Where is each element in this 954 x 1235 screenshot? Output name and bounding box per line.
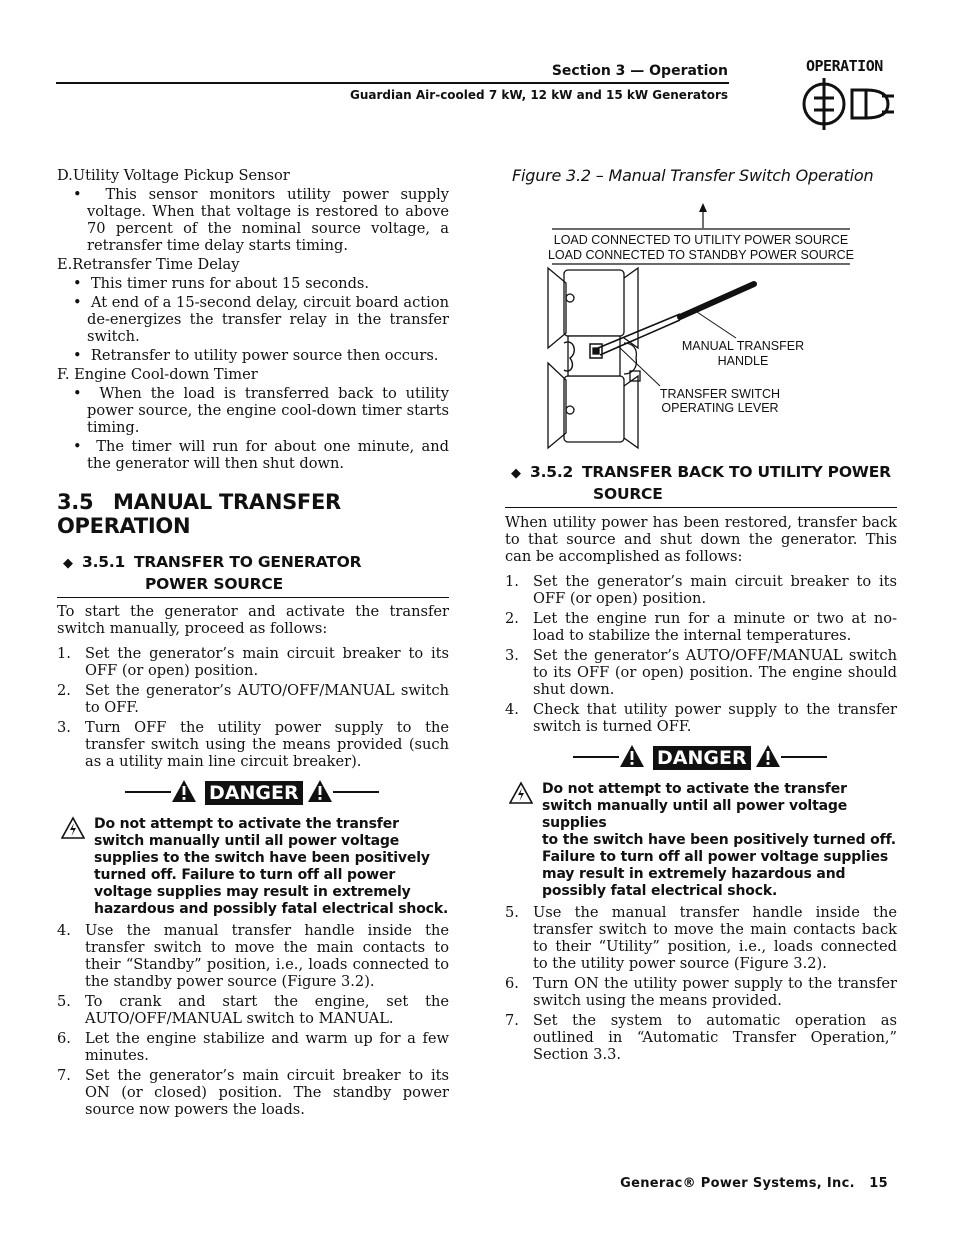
label-lever-2: OPERATING LEVER	[661, 401, 779, 415]
left-column	[57, 167, 449, 1118]
figure-caption: Figure 3.2 – Manual Transfer Switch Operation	[512, 166, 874, 185]
danger-message: Do not attempt to activate the transfer switch manually until all power voltage supplies to the switch have been positively turned off. Failure to turn off all power voltage supplies may result in extremely hazardous and possibly fatal electrical shock.	[57, 816, 449, 918]
step-2: 2. Let the engine run for a minute or two at no-load to stabilize the internal temperatures.	[505, 610, 897, 644]
step-5: 5. To crank and start the engine, set the AUTO/OFF/MANUAL switch to MANUAL.	[57, 993, 449, 1027]
plug-socket-icon	[800, 74, 900, 132]
step-6: 6. Let the engine stabilize and warm up for a few minutes.	[57, 1030, 449, 1064]
operation-badge-label: OPERATION	[806, 57, 883, 75]
step-3: 3. Turn OFF the utility power supply to the transfer switch using the means provided (such as a utility main line circuit breaker).	[57, 719, 449, 770]
step-5: 5. Use the manual transfer handle inside the transfer switch to move the main contacts back to their “Utility” position, i.e., loads connected to the utility power source (Figure 3.2).	[505, 904, 897, 972]
header-rule	[56, 82, 729, 84]
steps-list-b	[505, 904, 897, 1063]
manual-transfer-handle	[598, 314, 680, 348]
diamond-bullet-icon: ◆	[63, 556, 73, 571]
heading-3-5-1: ◆ 3.5.1 TRANSFER TO GENERATOR POWER SOURCE	[63, 553, 362, 593]
document-subtitle: Guardian Air-cooled 7 kW, 12 kW and 15 kW Generators	[349, 88, 728, 102]
item-f-bullet-2: • The timer will run for about one minute, and the generator will then shut down.	[73, 438, 449, 472]
page-footer	[620, 1176, 888, 1191]
item-e-bullet-1: • This timer runs for about 15 seconds.	[73, 275, 370, 292]
heading-3-5-2: ◆ 3.5.2 TRANSFER BACK TO UTILITY POWER SOURCE	[511, 463, 891, 503]
steps-list-b	[57, 922, 449, 1118]
step-3: 3. Set the generator’s AUTO/OFF/MANUAL switch to its OFF (or open) position. The engine should shut down.	[505, 647, 897, 698]
step-1: 1. Set the generator’s main circuit breaker to its OFF (or open) position.	[57, 645, 449, 679]
page-number: 15	[869, 1176, 888, 1191]
warning-triangle-icon	[307, 779, 333, 803]
item-e-bullet-2: • At end of a 15-second delay, circuit board action de-energizes the transfer relay in the transfer switch.	[73, 294, 449, 345]
item-d-bullet-1: • This sensor monitors utility power supply voltage. When that voltage is restored to above 70 percent of the nominal source voltage, a retransfer time delay starts timing.	[73, 186, 449, 254]
item-e-bullet-3: • Retransfer to utility power source then occurs.	[73, 347, 439, 364]
electrical-hazard-icon	[509, 781, 533, 805]
danger-label: DANGER	[653, 746, 751, 770]
diamond-bullet-icon: ◆	[511, 466, 521, 481]
step-4: 4. Use the manual transfer handle inside the transfer switch to move the main contacts to their “Standby” position, i.e., loads connected to the standby power source (Figure 3.2).	[57, 922, 449, 990]
label-standby: LOAD CONNECTED TO STANDBY POWER SOURCE	[547, 248, 855, 262]
steps-list-a	[505, 573, 897, 735]
warning-triangle-icon	[619, 744, 645, 768]
step-6: 6. Turn ON the utility power supply to the transfer switch using the means provided.	[505, 975, 897, 1009]
step-1: 1. Set the generator’s main circuit breaker to its OFF (or open) position.	[505, 573, 897, 607]
label-handle-1: MANUAL TRANSFER	[681, 339, 805, 353]
danger-banner	[57, 777, 449, 807]
heading-3-5: 3.5 MANUAL TRANSFER OPERATION	[57, 490, 341, 538]
item-d-title: D.Utility Voltage Pickup Sensor	[57, 167, 290, 184]
step-7: 7. Set the generator’s main circuit breaker to its ON (or closed) position. The standby power source now powers the loads.	[57, 1067, 449, 1118]
item-f-bullet-1: • When the load is transferred back to utility power source, the engine cool-down timer starts timing.	[73, 385, 449, 436]
item-f-title: F. Engine Cool-down Timer	[57, 366, 258, 383]
item-e-title: E.Retransfer Time Delay	[57, 256, 240, 273]
label-utility: LOAD CONNECTED TO UTILITY POWER SOURCE	[553, 233, 849, 247]
intro-paragraph: To start the generator and activate the transfer switch manually, proceed as follows:	[57, 603, 449, 637]
label-handle-2: HANDLE	[717, 354, 769, 368]
steps-list-a	[57, 645, 449, 770]
step-4: 4. Check that utility power supply to the transfer switch is turned OFF.	[505, 701, 897, 735]
transfer-switch-body	[548, 268, 640, 448]
danger-label: DANGER	[205, 781, 303, 805]
warning-triangle-icon	[171, 779, 197, 803]
danger-banner	[505, 742, 897, 772]
danger-message: Do not attempt to activate the transfer switch manually until all power voltage supplies to the switch have been positively turned off. Failure to turn off all power voltage supplies may result in extremely hazardous and possibly fatal electrical shock.	[505, 781, 897, 900]
heading-3-5-1-rule	[57, 597, 449, 598]
step-7: 7. Set the system to automatic operation as outlined in “Automatic Transfer Operation,” Section 3.3.	[505, 1012, 897, 1063]
section-title: Section 3 — Operation	[551, 63, 728, 79]
transfer-switch-figure	[540, 198, 860, 454]
right-column	[505, 462, 897, 1063]
label-lever-1: TRANSFER SWITCH	[659, 387, 781, 401]
footer-company: Generac® Power Systems, Inc.	[620, 1176, 855, 1191]
step-2: 2. Set the generator’s AUTO/OFF/MANUAL switch to OFF.	[57, 682, 449, 716]
heading-3-5-2-rule	[505, 507, 897, 508]
intro-paragraph: When utility power has been restored, transfer back to that source and shut down the generator. This can be accomplished as follows:	[505, 514, 897, 565]
warning-triangle-icon	[755, 744, 781, 768]
electrical-hazard-icon	[61, 816, 85, 840]
